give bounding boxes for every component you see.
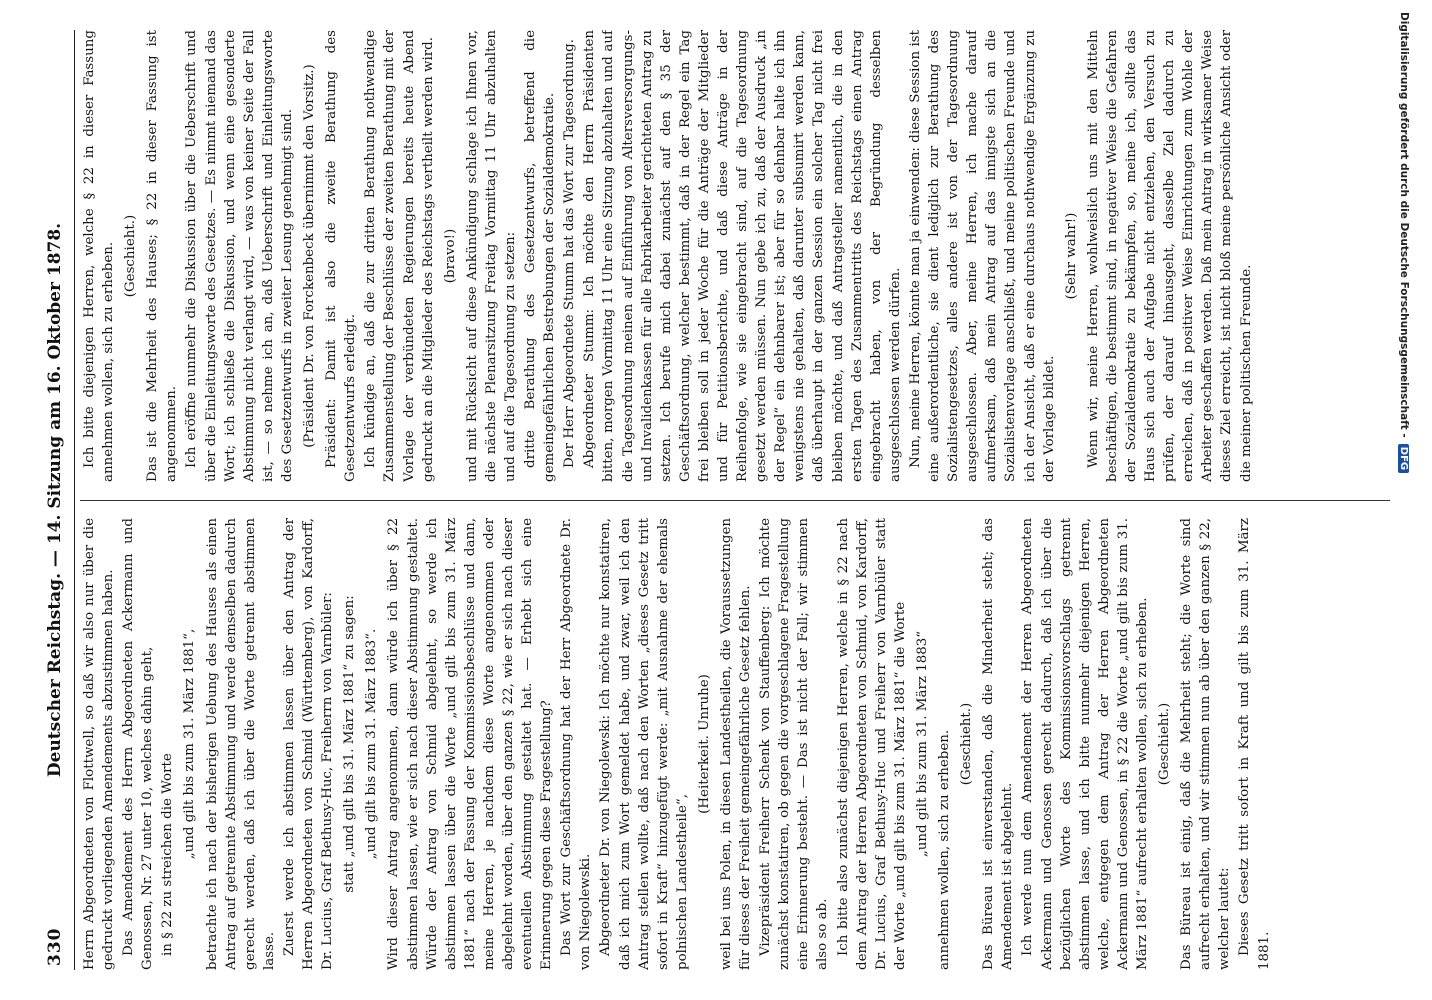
left-column-paragraph: Abgeordneter Dr. von Niegolewski: Ich möchte nur konstatiren, daß ich mich zum Wort gemeldet habe, und zwar, weil ich den Antrag stellen wollte, daß nach den Worten „dieses Gesetz tritt sofort in Kraft“ hinzugefügt werde: „mit Ausnahme der ehemals polnischen Landestheile“, [598, 518, 690, 970]
right-column-paragraph: (Präsident Dr. von Forckenbeck übernimmt den Vorsitz.) [302, 64, 318, 448]
scanned-page [40, 30, 1400, 970]
right-column-paragraph: Ich kündige an, daß die zur dritten Berathung nothwendige Zusammenstellung der Beschlüsse der zweiten Berathung mit der Vorlage der verbündeten Regierungen bereits heute Abend gedruckt an die Mitglieder des Reichstags vertheilt werden wird. [363, 30, 436, 482]
left-column-paragraph: „und gilt bis zum 31. März 1881“, [182, 628, 198, 860]
left-column-paragraph: betrachte ich nach der bisherigen Uebung des Hauses als einen Antrag auf getrennte Abstimmung und werde demselben dadurch gerecht werden, daß ich über die Worte getrennt abstimmen lasse. [204, 518, 277, 970]
left-column-paragraph: Das Amendement des Herrn Abgeordneten Ackermann und Genossen, Nr. 27 unter 10, welches dahin geht, [121, 518, 156, 970]
left-column-paragraph: statt „und gilt bis 31. März 1881“ zu sagen: [342, 595, 358, 893]
left-column-paragraph: „und gilt bis zum 31. März 1883“. [364, 628, 380, 860]
page-header [40, 30, 75, 970]
digitization-credit [1394, 12, 1410, 972]
dfg-logo: DFG [1398, 444, 1409, 473]
column-divider [80, 500, 1390, 501]
left-column-paragraph: Ich bitte also zunächst diejenigen Herren, welche in § 22 nach dem Antrag der Herren Abgeordneten von Schmid, von Kardorff, Dr. Lucius, Graf Bethusy-Huc und Freiherr von Varnbüler statt der Worte „und gilt bis zum 31. März 1881“ die Worte [835, 518, 908, 970]
left-column-paragraph: Das Büreau ist einig, daß die Mehrheit steht; die Worte sind aufrecht erhalten, und wir stimmen nun ab über den ganzen § 22, welcher lautet: [1179, 518, 1233, 970]
running-title: Deutscher Reichstag. — 14. Sitzung am 16. Oktober 1878. [45, 222, 65, 778]
right-column-paragraph: Der Herr Abgeordnete Stumm hat das Wort zur Tagesordnung. [562, 39, 578, 468]
left-column-paragraph: weil bei uns Polen, in diesen Landestheilen, die Voraussetzungen für dieses der Freiheit gemeingefährliche Gesetz fehlen. [719, 518, 754, 970]
left-column-paragraph: in § 22 zu streichen die Worte [160, 753, 176, 956]
left-column-paragraph: „und gilt bis zum 31. März 1883“ [914, 630, 930, 858]
right-column-paragraph: Ich eröffne nunmehr die Diskussion über die Ueberschrift und über die Einleitungsworte des Gesetzes. — Es nimmt niemand das Wort; ich schließe die Diskussion, und wenn eine gesonderte Abstimmung nicht verlangt wird, — was von keiner Seite der Fall ist, — so nehme ich an, daß Ueberschrift und Einleitungsworte des Gesetzentwurfs in zweiter Lesung genehmigt sind. [184, 30, 295, 482]
left-column-paragraph: Zuerst werde ich abstimmen lassen über den Antrag der Herren Abgeordneten von Schmid (Württemberg), von Kardorff, Dr. Lucius, Graf Bethusy-Huc, Freiherrn von Varnbüler: [281, 518, 336, 970]
page-number: 330 [45, 927, 65, 966]
left-column-paragraph: annehmen wollen, sich zu erheben. [937, 729, 953, 970]
text-columns [80, 30, 1390, 970]
right-column-paragraph: Wenn wir, meine Herren, wohlweislich uns mit den Mitteln beschäftigen, die bestimmt sind, in negativer Weise die Gefahren der Sozialdemokratie zu bekämpfen, so, meine ich, sollte das Haus sich auch der Aufgabe nicht entziehen, den Versuch zu prüfen, der darauf hinausgeht, dasselbe Ziel dadurch zu erreichen, daß in positiver Weise Einrichtungen zum Wohle der Arbeiter geschaffen werden. Daß mein Antrag in wirksamer Weise dieses Ziel erreicht, ist nicht bloß meine persönliche Ansicht oder die meiner politischen Freunde. [1085, 30, 1254, 482]
left-column-paragraph: (Heiterkeit. Unruhe) [696, 674, 712, 814]
right-column-paragraph: Ich bitte diejenigen Herren, welche § 22 in dieser Fassung annehmen wollen, sich zu erheben. [82, 30, 117, 482]
right-column [80, 30, 1390, 482]
left-column-paragraph: Ich werde nun dem Amendement der Herren Abgeordneten Ackermann und Genossen gerecht dadurch, daß ich über die bezüglichen Worte des Kommissionsvorschlags getrennt abstimmen lasse, und ich bitte nunmehr diejenigen Herren, welche, entgegen dem Antrag der Herren Abgeordneten Ackermann und Genossen, in § 22 die Worte „und gilt bis zum 31. März 1881“ aufrecht erhalten wollen, sich zu erheben. [1020, 518, 1150, 970]
left-column-paragraph: (Geschieht.) [1157, 702, 1173, 786]
right-column-paragraph: (Geschieht.) [123, 214, 139, 298]
right-column-paragraph: Abgeordneter Stumm: Ich möchte den Herrn Präsidenten bitten, morgen Vormittag 11 Uhr eine Sitzung abzuhalten und auf die Tagesordnung meinen auf Einführung von Altersversorgungs- und Invalidenkassen für alle Fabrikarbeiter gerichteten Antrag zu setzen. Ich berufe mich dabei zunächst auf den § 35 der Geschäftsordnung, welcher bestimmt, daß in der Regel ein Tag frei bleiben soll in jeder Woche für die Anträge der Mitglieder und für Petitionsberichte, und daß diese Anträge in der Reihenfolge, wie sie eingebracht sind, auf die Tagesordnung gesetzt werden müssen. Nun gebe ich zu, daß der Ausdruck „in der Regel“ ein dehnbarer ist; aber für so dehnbar halte ich ihn wenigstens nie gehalten, daß darunter subsumirt werden kann, daß überhaupt in der ganzen Session ein solcher Tag nicht frei bleiben möchte, und daß Antragsteller namentlich, die in den ersten Tagen des Zusammentritts des Reichstags einen Antrag eingebracht haben, von der Begründung desselben ausgeschlossen werden dürfen. [582, 30, 903, 482]
left-column [80, 518, 1390, 970]
right-column-paragraph: Präsident: Damit ist also die zweite Berathung des Gesetzentwurfs erledigt. [324, 30, 359, 482]
left-column-paragraph: Vizepräsident Freiherr Schenk von Stauffenberg: Ich möchte zunächst konstatiren, ob gegen die vorgeschlagene Fragestellung eine Erinnerung besteht. — Das ist nicht der Fall; wir stimmen also so ab. [758, 518, 831, 970]
right-column-paragraph: dritte Berathung des Gesetzentwurfs, betreffend die gemeingefährlichen Bestrebungen der Sozialdemokratie. [523, 30, 558, 482]
left-column-paragraph: Das Wort zur Geschäftsordnung hat der Herr Abgeordnete Dr. von Niegolewski. [559, 518, 594, 970]
right-column-paragraph: Nun, meine Herren, könnte man ja einwenden: diese Session ist eine außerordentliche, sie dient lediglich zur Berathung des Sozialistengesetzes, alles andere ist von der Tagesordnung ausgeschlossen. Aber, meine Herren, ich mache darauf aufmerksam, daß mein Antrag auf das innigste sich an die Sozialistenvorlage anschließt, und meine politischen Freunde und ich der Ansicht, daß er eine durchaus nothwendige Ergänzung zu der Vorlage bildet. [907, 30, 1057, 482]
right-column-paragraph: Das ist die Mehrheit des Hauses; § 22 in dieser Fassung ist angenommen. [145, 30, 180, 482]
right-column-paragraph: und mit Rücksicht auf diese Ankündigung schlage ich Ihnen vor, die nächste Plenarsitzung Freitag Vormittag 11 Uhr abzuhalten und auf die Tagesordnung zu setzen: [464, 30, 518, 482]
right-column-paragraph: (Sehr wahr!) [1063, 212, 1079, 300]
left-column-paragraph: Dieses Gesetz tritt sofort in Kraft und gilt bis zum 31. März 1881. [1237, 518, 1272, 970]
digitization-credit-text: Digitalisierung gefördert durch die Deutsche Forschungsgemeinschaft - [1398, 12, 1410, 438]
left-column-paragraph: Das Büreau ist einverstanden, daß die Minderheit steht; das Amendement ist abgelehnt. [981, 518, 1016, 970]
left-column-paragraph: (Geschieht.) [959, 702, 975, 786]
left-column-paragraph: Herrn Abgeordneten von Flottwell, so daß wir also nur über die gedruckt vorliegenden Amendements abzustimmen haben. [82, 518, 117, 970]
left-column-paragraph: Wird dieser Antrag angenommen, dann würde ich über § 22 abstimmen lassen, wie er sich nach dieser Abstimmung gestaltet. Würde der Antrag von Schmid abgelehnt, so werde ich abstimmen lassen über die Worte „und gilt bis zum 31. März 1881“ nach der Fassung der Kommissionsbeschlüsse und dann, meine Herren, je nachdem diese Worte angenommen oder abgelehnt worden, über den ganzen § 22, wie er sich nach dieser eventuellen Abstimmung gestaltet hat. — Erhebt sich eine Erinnerung gegen diese Fragestellung? [386, 518, 555, 970]
right-column-paragraph: (bravo!) [442, 228, 458, 284]
